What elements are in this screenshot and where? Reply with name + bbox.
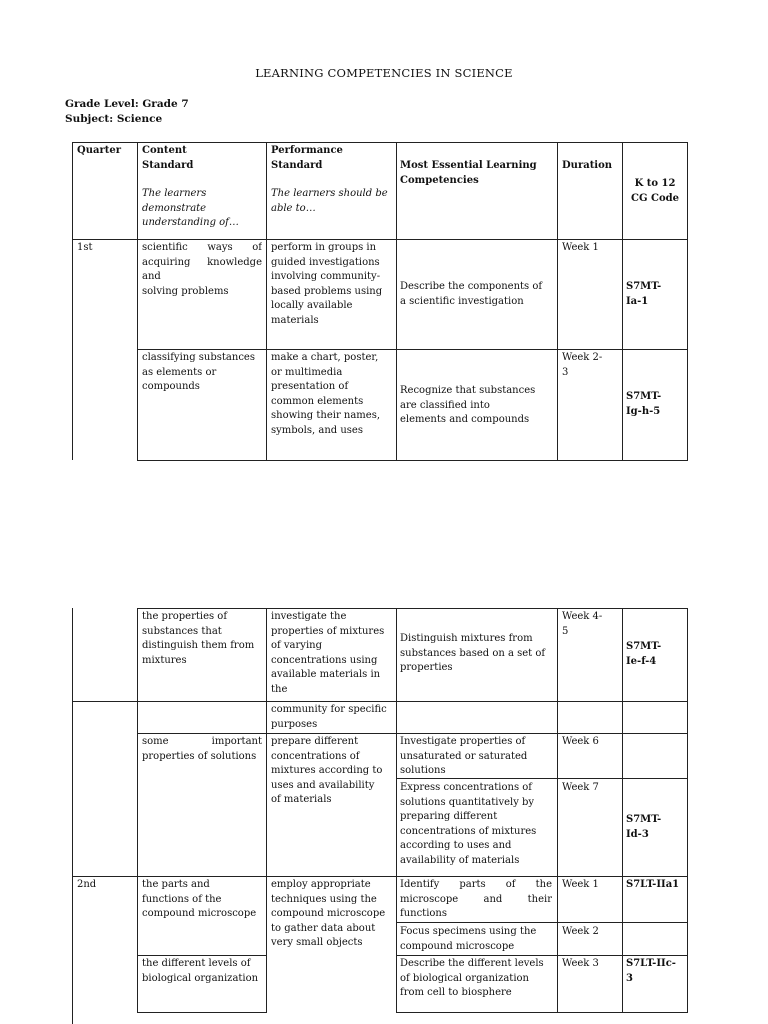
header-melc: Most Essential Learning Competencies — [400, 160, 537, 186]
row2-duration: Week 2- 3 — [562, 352, 603, 378]
row4-cg-code: S7MT- Id-3 — [626, 814, 662, 840]
row6-content: the different levels of biological organization — [142, 958, 259, 984]
row4-melc-a: Investigate properties of unsaturated or saturated solutions — [400, 736, 528, 776]
row3-content: the properties of substances that distinguish them from mixtures — [142, 611, 255, 666]
row2-content: classifying substances as elements or compounds — [142, 352, 255, 392]
row5-duration-a: Week 1 — [562, 879, 599, 890]
row4-duration-b: Week 7 — [562, 782, 599, 793]
header-quarter: Quarter — [77, 145, 121, 156]
row6-duration: Week 3 — [562, 958, 599, 969]
row5-cg-code: S7LT-IIa1 — [626, 879, 680, 890]
row1-performance: perform in groups in guided investigations involving community- based problems using locally available materials — [271, 242, 383, 326]
row3-cg-code: S7MT- Ie-f-4 — [626, 641, 662, 667]
row2-performance: make a chart, poster, or multimedia presentation of common elements showing their names, symbols, and uses — [271, 352, 381, 436]
row1-duration: Week 1 — [562, 242, 599, 253]
row1-content: scientific ways of acquiring knowledge and solving problems — [142, 242, 262, 297]
header-performance-standard: Performance Standard The learners should be able to… — [271, 145, 388, 214]
row3-melc: Distinguish mixtures from substances based on a set of properties — [400, 633, 546, 673]
row6-melc: Describe the different levels of biological organization from cell to biosphere — [400, 958, 544, 998]
row3-duration: Week 4- 5 — [562, 611, 603, 637]
header-cg-code: K to 12 CG Code — [631, 178, 679, 204]
header-duration: Duration — [562, 160, 613, 171]
row5-duration-b: Week 2 — [562, 926, 599, 937]
row5-quarter: 2nd — [77, 879, 97, 890]
subject: Subject: Science — [65, 113, 163, 125]
row5-content: the parts and functions of the compound microscope — [142, 879, 257, 919]
row5-performance: employ appropriate techniques using the compound microscope to gather data about very small objects — [271, 879, 386, 948]
row4-performance: prepare different concentrations of mixtures according to uses and availability of materials — [271, 736, 383, 805]
row1-cg-code: S7MT- Ia-1 — [626, 281, 662, 307]
row1-quarter: 1st — [77, 242, 93, 253]
row3-performance: investigate the properties of mixtures of varying concentrations using available materials in the — [271, 611, 385, 695]
row1-melc: Describe the components of a scientific investigation — [400, 281, 543, 307]
header-content-standard: Content Standard The learners demonstrate understanding of… — [142, 145, 239, 228]
row2-cg-code: S7MT- Ig-h-5 — [626, 391, 662, 417]
grade-level: Grade Level: Grade 7 — [65, 98, 189, 110]
row4-duration-a: Week 6 — [562, 736, 599, 747]
row2-melc: Recognize that substances are classified into elements and compounds — [400, 385, 536, 425]
document-title: LEARNING COMPETENCIES IN SCIENCE — [255, 66, 513, 80]
row4-melc-b: Express concentrations of solutions quantitatively by preparing different concentrations of mixtures according to uses and availability of materials — [400, 782, 537, 866]
row4-content: some important properties of solutions — [142, 736, 262, 762]
row5-melc-b: Focus specimens using the compound microscope — [400, 926, 537, 952]
row3b-performance: community for specific purposes — [271, 704, 387, 730]
row5-melc-a: Identify parts of the microscope and their functions — [400, 879, 552, 919]
row6-cg-code: S7LT-IIc- 3 — [626, 958, 676, 984]
